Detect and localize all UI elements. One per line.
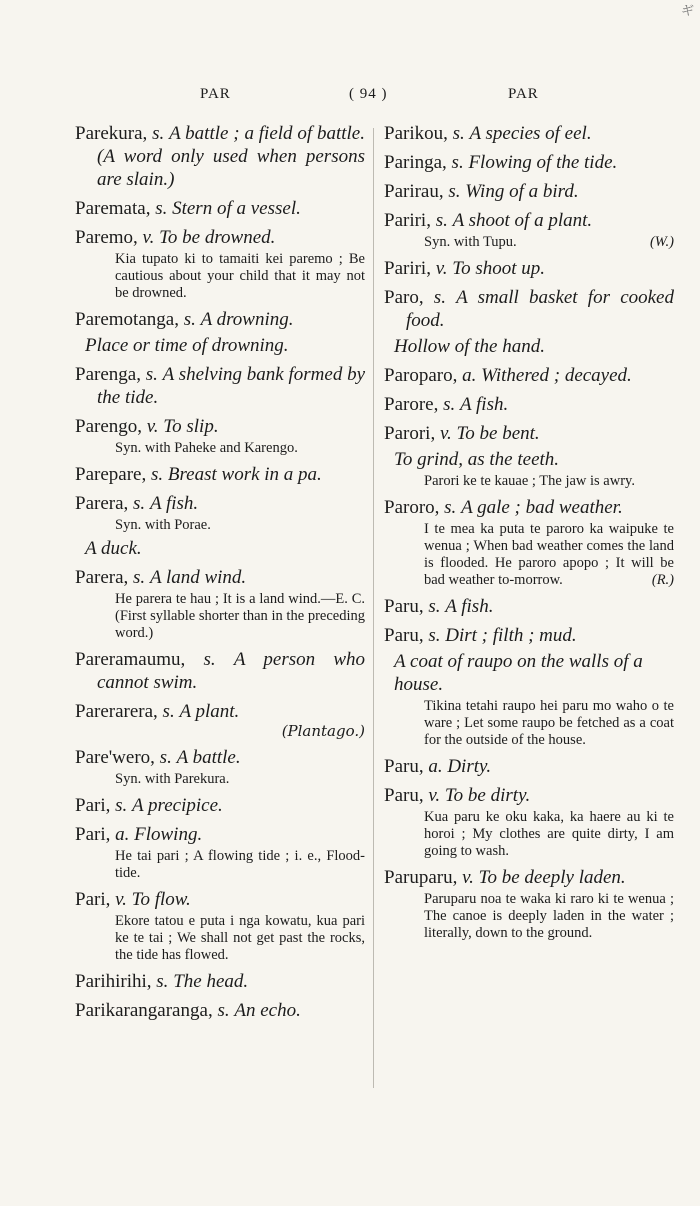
part-of-speech: s.: [152, 123, 165, 144]
dictionary-entry: [384, 364, 674, 387]
dictionary-entry: [384, 180, 674, 203]
entry-headline: Paru, s. A fish.: [384, 596, 494, 617]
dictionary-entry: [75, 566, 365, 642]
definition: A battle.: [176, 747, 241, 768]
dictionary-entry: [75, 700, 365, 740]
definition: To be deeply laden.: [478, 867, 626, 888]
dictionary-entry: [75, 746, 365, 788]
botanical-tag: (Plantago.): [281, 722, 365, 740]
definition: A precipice.: [132, 795, 223, 816]
part-of-speech: s.: [452, 123, 465, 144]
usage-example: [384, 234, 674, 251]
definition: To be dirty.: [444, 785, 531, 806]
part-of-speech: s.: [162, 701, 175, 722]
part-of-speech: v.: [428, 785, 441, 806]
definition: A gale ; bad weather.: [461, 497, 623, 518]
part-of-speech: a.: [115, 824, 130, 845]
entry-headline: Pariri, v. To shoot up.: [384, 258, 545, 279]
headword: Pari: [75, 824, 106, 845]
example-text: Syn. with Tupu.: [424, 234, 517, 250]
headword: Parori: [384, 423, 431, 444]
definition: Flowing.: [134, 824, 203, 845]
headword: Paremata: [75, 198, 146, 219]
definition: The head.: [173, 971, 249, 992]
part-of-speech: s.: [133, 493, 146, 514]
headword: Paru: [384, 625, 419, 646]
secondary-sense: Place or time of drowning.: [85, 335, 289, 356]
definition: A fish.: [149, 493, 199, 514]
part-of-speech: a.: [462, 365, 477, 386]
headword: Parera: [75, 493, 124, 514]
headword: Parepare: [75, 464, 142, 485]
example-text: Syn. with Porae.: [115, 517, 211, 533]
headword: Parekura: [75, 123, 143, 144]
headword: Paruparu: [384, 867, 453, 888]
definition: A small basket for cooked food.: [406, 287, 674, 331]
dictionary-entry: [384, 209, 674, 251]
definition: Stern of a vessel.: [172, 198, 301, 219]
headword: Paremotanga: [75, 309, 175, 330]
part-of-speech: s.: [444, 497, 457, 518]
dictionary-entry: [384, 866, 674, 942]
dictionary-entry: [384, 496, 674, 589]
source-citation: (W.): [649, 234, 674, 250]
entry-headline: Pari, v. To flow.: [75, 889, 191, 910]
dictionary-entry: [75, 492, 365, 560]
right-column: [384, 122, 674, 948]
part-of-speech: s.: [451, 152, 464, 173]
headword: Parihirihi: [75, 971, 147, 992]
dictionary-entry: [75, 970, 365, 993]
definition: A species of eel.: [469, 123, 592, 144]
entry-headline: Paremo, v. To be drowned.: [75, 227, 276, 248]
example-text: I te mea ka puta te paroro ka waipuke te wenua ; When bad weather comes the land is flooded. He paroro apopo ; It will be bad weather to-morrow.: [424, 521, 674, 588]
definition: A shelving bank formed by the tide.: [97, 364, 366, 408]
corner-mark: ギ: [680, 4, 694, 19]
entry-headline: Parikarangaranga, s. An echo.: [75, 1000, 301, 1021]
part-of-speech: s.: [156, 971, 169, 992]
headword: Paroparo: [384, 365, 453, 386]
definition: To be drowned.: [159, 227, 276, 248]
part-of-speech: s.: [115, 795, 128, 816]
entry-headline: Parihirihi, s. The head.: [75, 971, 249, 992]
headword: Pari: [75, 795, 106, 816]
example-text: Kua paru ke oku kaka, ka haere au ki te horoi ; My clothes are quite dirty, I am going to wash.: [424, 809, 674, 859]
part-of-speech: s.: [443, 394, 456, 415]
example-text: Parori ke te kauae ; The jaw is awry.: [424, 473, 635, 489]
entry-headline: Parengo, v. To slip.: [75, 416, 219, 437]
usage-example: [75, 771, 365, 788]
dictionary-entry: [384, 122, 674, 145]
secondary-sense: To grind, as the teeth.: [394, 449, 560, 470]
entry-headline: Pareramaumu, s. A person who cannot swim.: [75, 649, 366, 693]
definition: A fish.: [460, 394, 509, 415]
headword: Parirau: [384, 181, 439, 202]
headword: Paroro: [384, 497, 435, 518]
definition: A plant.: [179, 701, 240, 722]
headword: Pariri: [384, 258, 427, 279]
entry-headline: Pare'wero, s. A battle.: [75, 747, 241, 768]
part-of-speech: s.: [435, 210, 448, 231]
dictionary-entry: [75, 363, 365, 409]
usage-example: [384, 698, 674, 749]
entry-headline: Parerarera, s. A plant.: [75, 701, 240, 722]
part-of-speech: s.: [217, 1000, 230, 1021]
entry-headline: Paremata, s. Stern of a vessel.: [75, 198, 301, 219]
entry-headline: Parori, v. To be bent.: [384, 423, 540, 444]
definition: Breast work in a pa.: [167, 464, 322, 485]
dictionary-entry: [384, 755, 674, 778]
usage-example: [75, 591, 365, 642]
dictionary-entry: [384, 286, 674, 358]
usage-example: [384, 891, 674, 942]
example-text: Paruparu noa te waka ki raro ki te wenua ; The canoe is deeply laden in the water ; literally, down to the ground.: [424, 891, 674, 941]
entry-headline: Paroparo, a. Withered ; decayed.: [384, 365, 632, 386]
dictionary-entry: [384, 257, 674, 280]
part-of-speech: v.: [146, 416, 159, 437]
usage-example: [384, 809, 674, 860]
definition: A fish.: [445, 596, 494, 617]
headword: Parore: [384, 394, 434, 415]
usage-example: [384, 521, 674, 589]
part-of-speech: v.: [462, 867, 474, 888]
entry-headline: Pari, s. A precipice.: [75, 795, 223, 816]
entry-headline: Paringa, s. Flowing of the tide.: [384, 152, 618, 173]
entry-headline: Parikou, s. A species of eel.: [384, 123, 592, 144]
headword: Parera: [75, 567, 124, 588]
definition: A shoot of a plant.: [452, 210, 593, 231]
example-text: Tikina tetahi raupo hei paru mo waho o te ware ; Let some raupo be fetched as a coat for the outside of the house.: [424, 698, 674, 748]
headword: Paru: [384, 596, 419, 617]
dictionary-entry: [384, 624, 674, 749]
part-of-speech: s.: [448, 181, 461, 202]
usage-example: [75, 251, 365, 302]
usage-example: [75, 517, 365, 534]
entry-headline: Parirau, s. Wing of a bird.: [384, 181, 579, 202]
part-of-speech: s.: [145, 364, 158, 385]
example-text: Syn. with Paheke and Karengo.: [115, 440, 298, 456]
entry-headline: Paroro, s. A gale ; bad weather.: [384, 497, 623, 518]
definition: Wing of a bird.: [465, 181, 579, 202]
usage-example: [75, 440, 365, 457]
dictionary-entry: [384, 784, 674, 860]
secondary-sense: Hollow of the hand.: [394, 336, 545, 357]
example-text: He tai pari ; A flowing tide ; i. e., Flood-tide.: [115, 848, 365, 881]
definition: A land wind.: [149, 567, 247, 588]
headword: Paringa: [384, 152, 443, 173]
source-citation: (R.): [651, 572, 674, 588]
entry-headline: Parera, s. A land wind.: [75, 567, 247, 588]
entry-headline: Parekura, s. A battle ; a field of battle. (A word only used when persons are slain.): [75, 123, 365, 190]
part-of-speech: v.: [435, 258, 448, 279]
usage-example: [75, 913, 365, 964]
part-of-speech: a.: [428, 756, 443, 777]
definition: Dirt ; filth ; mud.: [445, 625, 577, 646]
dictionary-entry: [75, 823, 365, 882]
part-of-speech: s.: [155, 198, 168, 219]
dictionary-entry: [384, 595, 674, 618]
dictionary-entry: [75, 999, 365, 1022]
secondary-sense: A coat of raupo on the walls of a house.: [394, 651, 643, 695]
entry-headline: Paremotanga, s. A drowning.: [75, 309, 294, 330]
dictionary-entry: [384, 422, 674, 490]
entry-headline: Parenga, s. A shelving bank formed by the tide.: [75, 364, 366, 408]
dictionary-entry: [75, 122, 365, 191]
definition: Flowing of the tide.: [468, 152, 618, 173]
example-text: Kia tupato ki to tamaiti kei paremo ; Be cautious about your child that it may not be drowned.: [115, 251, 365, 301]
part-of-speech: s.: [159, 747, 172, 768]
definition: To be bent.: [456, 423, 540, 444]
usage-example: [384, 473, 674, 490]
dictionary-entry: [384, 393, 674, 416]
dictionary-entry: [75, 888, 365, 964]
entry-headline: Paruparu, v. To be deeply laden.: [384, 867, 626, 888]
part-of-speech: s.: [133, 567, 146, 588]
part-of-speech: v.: [142, 227, 155, 248]
entry-headline: Paru, v. To be dirty.: [384, 785, 531, 806]
definition: An echo.: [234, 1000, 301, 1021]
entry-headline: Parepare, s. Breast work in a pa.: [75, 464, 322, 485]
dictionary-entry: [75, 794, 365, 817]
running-head-left: PAR: [200, 86, 231, 102]
definition: A battle ; a field of battle. (A word only used when persons are slain.): [97, 123, 365, 190]
usage-example: [75, 848, 365, 882]
dictionary-entry: [75, 226, 365, 302]
part-of-speech: s.: [150, 464, 164, 485]
example-text: He parera te hau ; It is a land wind.—E. C. (First syllable shorter than in the preceding word.): [115, 591, 365, 641]
left-column: [75, 122, 365, 1028]
headword: Parerarera: [75, 701, 154, 722]
definition: A drowning.: [200, 309, 294, 330]
part-of-speech: s.: [428, 596, 441, 617]
part-of-speech: v.: [115, 889, 127, 910]
column-divider: [373, 128, 374, 1088]
part-of-speech: s.: [433, 287, 446, 308]
definition: To flow.: [131, 889, 191, 910]
headword: Parikarangaranga: [75, 1000, 208, 1021]
headword: Paru: [384, 785, 419, 806]
dictionary-entry: [75, 415, 365, 457]
entry-headline: Paro, s. A small basket for cooked food.: [384, 287, 674, 331]
dictionary-entry: [75, 308, 365, 357]
entry-headline: Pari, a. Flowing.: [75, 824, 203, 845]
headword: Paremo: [75, 227, 134, 248]
definition: Dirty.: [447, 756, 492, 777]
dictionary-entry: [384, 151, 674, 174]
headword: Pare'wero: [75, 747, 151, 768]
part-of-speech: s.: [428, 625, 441, 646]
entry-headline: Paru, a. Dirty.: [384, 756, 492, 777]
running-head-right: PAR: [508, 86, 539, 102]
headword: Parikou: [384, 123, 444, 144]
definition: Withered ; decayed.: [481, 365, 632, 386]
entry-headline: Parera, s. A fish.: [75, 493, 199, 514]
entry-headline: Paru, s. Dirt ; filth ; mud.: [384, 625, 577, 646]
part-of-speech: s.: [183, 309, 196, 330]
entry-headline: Parore, s. A fish.: [384, 394, 509, 415]
headword: Pari: [75, 889, 106, 910]
definition: A person who cannot swim.: [97, 649, 366, 693]
definition: To slip.: [163, 416, 219, 437]
headword: Parenga: [75, 364, 137, 385]
headword: Paro: [384, 287, 419, 308]
example-text: Syn. with Parekura.: [115, 771, 230, 787]
part-of-speech: v.: [439, 423, 452, 444]
part-of-speech: s.: [203, 649, 216, 670]
dictionary-entry: [75, 463, 365, 486]
headword: Parengo: [75, 416, 138, 437]
headword: Pareramaumu: [75, 649, 181, 670]
headword: Pariri: [384, 210, 427, 231]
secondary-sense: A duck.: [85, 538, 142, 559]
page-header: [0, 86, 700, 110]
example-text: Ekore tatou e puta i nga kowatu, kua pari ke te tai ; We shall not get past the rocks, the tide has flowed.: [115, 913, 365, 963]
dictionary-entry: [75, 648, 365, 694]
dictionary-entry: [75, 197, 365, 220]
page-number: ( 94 ): [349, 86, 388, 102]
entry-headline: Pariri, s. A shoot of a plant.: [384, 210, 593, 231]
definition: To shoot up.: [452, 258, 545, 279]
headword: Paru: [384, 756, 419, 777]
